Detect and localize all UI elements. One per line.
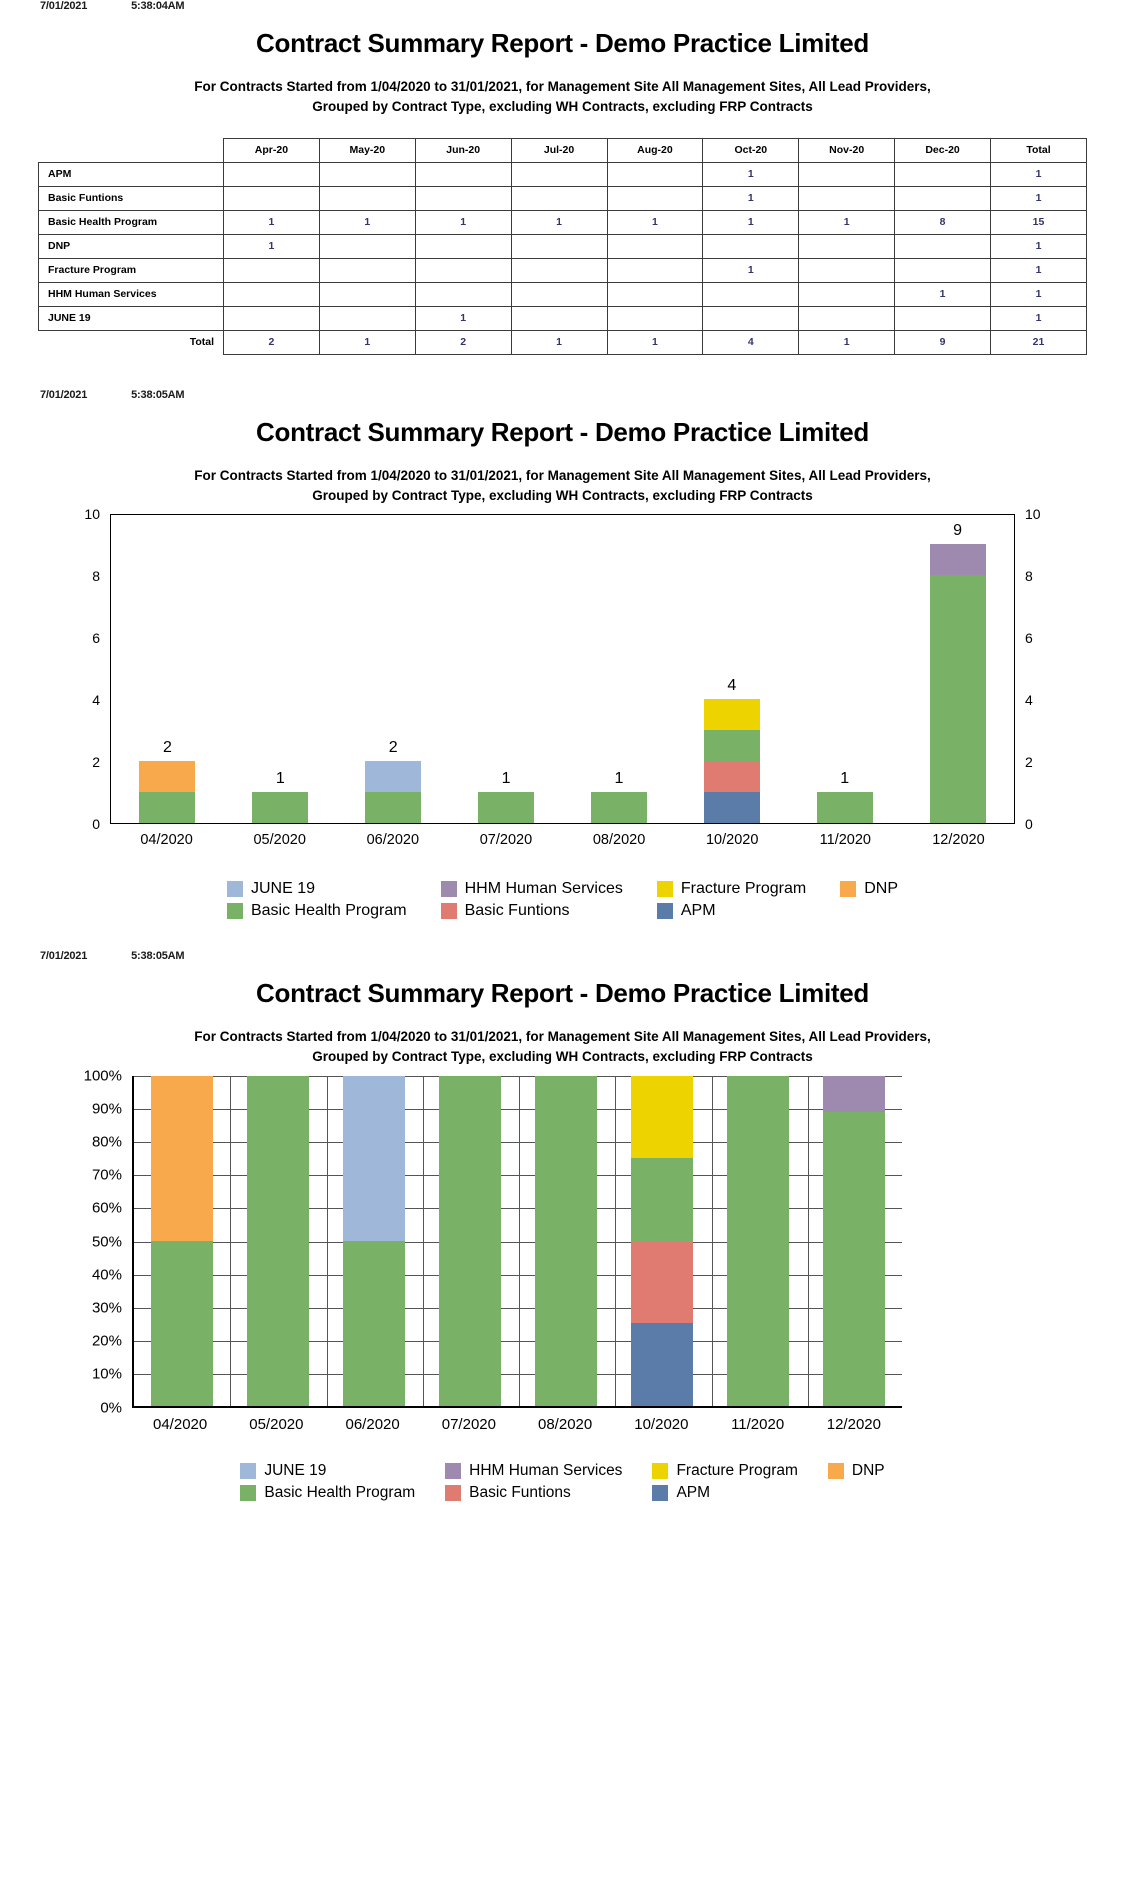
count-bar-segment bbox=[704, 761, 760, 792]
table-total-cell: 1 bbox=[319, 330, 415, 354]
count-bar-stack bbox=[478, 792, 534, 823]
table-cell bbox=[224, 258, 320, 282]
legend-swatch-icon bbox=[657, 903, 673, 919]
count-bar-value-label: 4 bbox=[727, 677, 737, 694]
legend-label: JUNE 19 bbox=[264, 1461, 327, 1479]
legend-label: HHM Human Services bbox=[469, 1461, 623, 1479]
table-row bbox=[39, 282, 1087, 306]
percent-bar-segment bbox=[631, 1158, 693, 1241]
percent-x-tick-label: 04/2020 bbox=[153, 1415, 208, 1433]
print-date: 7/01/2021 bbox=[40, 950, 88, 962]
table-row-label: JUNE 19 bbox=[39, 306, 224, 330]
legend-swatch-icon bbox=[840, 881, 856, 897]
table-total-cell: 21 bbox=[991, 330, 1087, 354]
percent-bar-segment bbox=[823, 1112, 885, 1405]
count-bar-segment bbox=[139, 792, 195, 823]
legend-swatch-icon bbox=[240, 1485, 256, 1501]
table-row-label: Basic Funtions bbox=[39, 186, 224, 210]
count-bar-stack bbox=[252, 792, 308, 823]
count-bar-stack bbox=[365, 761, 421, 823]
legend-swatch-icon bbox=[652, 1463, 668, 1479]
count-x-tick-label: 10/2020 bbox=[705, 832, 759, 848]
table-cell bbox=[799, 282, 895, 306]
table-row bbox=[39, 258, 1087, 282]
table-col-header: Aug-20 bbox=[607, 138, 703, 162]
table-header-row bbox=[39, 138, 1087, 162]
legend-label: JUNE 19 bbox=[250, 880, 315, 897]
count-y-tick-label: 4 bbox=[92, 692, 100, 708]
table-cell bbox=[895, 234, 991, 258]
legend-label: Basic Health Program bbox=[250, 902, 407, 919]
table-cell bbox=[799, 258, 895, 282]
table-col-header: Total bbox=[991, 138, 1087, 162]
count-bar-column bbox=[675, 515, 788, 823]
count-bar-stack bbox=[930, 544, 986, 823]
legend-label: HHM Human Services bbox=[464, 880, 623, 897]
legend-item bbox=[227, 880, 407, 898]
percent-chart-title: Contract Summary Report - Demo Practice Limited bbox=[256, 978, 869, 1008]
percent-y-tick-label: 30% bbox=[91, 1299, 122, 1317]
count-bar-value-label: 1 bbox=[840, 770, 850, 787]
count-bar-segment bbox=[704, 792, 760, 823]
report-section-table bbox=[0, 0, 1125, 355]
count-y-tick-label: 8 bbox=[1025, 568, 1033, 584]
table-cell: 1 bbox=[991, 306, 1087, 330]
percent-y-tick-label: 70% bbox=[91, 1166, 122, 1184]
percent-x-tick-label: 12/2020 bbox=[826, 1415, 881, 1433]
table-cell bbox=[319, 258, 415, 282]
print-stamp-3 bbox=[0, 950, 1125, 962]
count-chart-subtitle: For Contracts Started from 1/04/2020 to 31/01/2021, for Management Site All Management Sites, All Lead Providers, Grouped by Contract Type, excluding WH Contracts, excluding FRP Contracts bbox=[194, 467, 931, 503]
table-cell bbox=[607, 234, 703, 258]
table-cell bbox=[607, 186, 703, 210]
count-bar-columns bbox=[111, 515, 1014, 823]
table-cell bbox=[895, 162, 991, 186]
count-x-tick-label: 04/2020 bbox=[140, 832, 193, 848]
table-total-cell: 1 bbox=[607, 330, 703, 354]
table-cell bbox=[224, 186, 320, 210]
count-x-tick-label: 08/2020 bbox=[592, 832, 646, 848]
count-x-tick-label: 12/2020 bbox=[932, 832, 985, 848]
percent-plot-area bbox=[132, 1076, 902, 1408]
table-cell: 1 bbox=[415, 306, 511, 330]
percent-bar-segment bbox=[151, 1076, 213, 1241]
table-cell: 1 bbox=[319, 210, 415, 234]
table-cell: 1 bbox=[224, 210, 320, 234]
count-bar-column bbox=[901, 515, 1014, 823]
table-cell bbox=[224, 162, 320, 186]
table-cell: 1 bbox=[991, 186, 1087, 210]
legend-label: APM bbox=[676, 1483, 711, 1501]
percent-bar-segment bbox=[535, 1076, 597, 1406]
percent-bar-segment bbox=[631, 1241, 693, 1324]
print-date: 7/01/2021 bbox=[40, 0, 88, 12]
percent-bar-stack bbox=[631, 1076, 693, 1406]
legend-swatch-icon bbox=[657, 881, 673, 897]
table-cell bbox=[895, 258, 991, 282]
percent-y-tick-label: 0% bbox=[100, 1399, 122, 1416]
legend-swatch-icon bbox=[441, 903, 457, 919]
table-cell bbox=[799, 234, 895, 258]
table-cell bbox=[799, 306, 895, 330]
legend-swatch-icon bbox=[240, 1463, 256, 1479]
percent-x-axis-labels bbox=[132, 1416, 902, 1433]
legend-item bbox=[227, 902, 407, 920]
count-bar-segment bbox=[591, 792, 647, 823]
count-bar-value-label: 2 bbox=[162, 739, 172, 756]
count-bar-value-label: 2 bbox=[388, 739, 398, 756]
legend-swatch-icon bbox=[652, 1485, 668, 1501]
table-cell bbox=[319, 234, 415, 258]
legend-item bbox=[657, 902, 806, 920]
table-col-header: Jun-20 bbox=[415, 138, 511, 162]
table-cell bbox=[895, 306, 991, 330]
table-col-header: May-20 bbox=[319, 138, 415, 162]
table-row bbox=[39, 186, 1087, 210]
percent-bar-column bbox=[134, 1076, 230, 1406]
count-bar-value-label: 1 bbox=[501, 770, 511, 787]
count-bar-segment bbox=[704, 730, 760, 761]
table-cell: 15 bbox=[991, 210, 1087, 234]
table-cell: 1 bbox=[703, 186, 799, 210]
summary-table-wrapper bbox=[0, 138, 1125, 355]
count-bar-column bbox=[788, 515, 901, 823]
contract-summary-table bbox=[38, 138, 1087, 355]
percent-bar-segment bbox=[727, 1076, 789, 1406]
table-cell: 8 bbox=[895, 210, 991, 234]
count-x-tick-label: 06/2020 bbox=[366, 832, 420, 848]
table-cell: 1 bbox=[991, 162, 1087, 186]
count-bar-column bbox=[224, 515, 337, 823]
table-cell bbox=[511, 234, 607, 258]
percent-bar-columns bbox=[134, 1076, 902, 1406]
table-cell bbox=[319, 186, 415, 210]
legend-item bbox=[240, 1462, 415, 1480]
table-cell bbox=[415, 186, 511, 210]
table-cell bbox=[703, 306, 799, 330]
count-x-tick-label: 05/2020 bbox=[253, 832, 306, 848]
legend-item bbox=[445, 1462, 622, 1480]
table-cell bbox=[703, 282, 799, 306]
table-cell: 1 bbox=[991, 258, 1087, 282]
table-total-cell: 2 bbox=[415, 330, 511, 354]
table-cell: 1 bbox=[607, 210, 703, 234]
percent-bar-stack bbox=[727, 1076, 789, 1406]
legend-item bbox=[657, 880, 806, 898]
percent-bar-segment bbox=[247, 1076, 309, 1406]
percent-y-tick-label: 100% bbox=[83, 1067, 122, 1084]
legend-swatch-icon bbox=[441, 881, 457, 897]
percent-bar-segment bbox=[823, 1076, 885, 1113]
legend-label: Fracture Program bbox=[680, 880, 807, 897]
legend-label: DNP bbox=[851, 1461, 885, 1479]
table-cell bbox=[511, 162, 607, 186]
table-total-cell: 4 bbox=[703, 330, 799, 354]
count-bar-segment bbox=[817, 792, 873, 823]
percent-bar-segment bbox=[343, 1076, 405, 1241]
legend-item bbox=[240, 1484, 415, 1502]
table-cell bbox=[319, 162, 415, 186]
count-y-tick-label: 10 bbox=[84, 506, 100, 522]
table-cell: 1 bbox=[703, 210, 799, 234]
table-total-cell: 9 bbox=[895, 330, 991, 354]
table-cell: 1 bbox=[415, 210, 511, 234]
legend-label: DNP bbox=[864, 880, 899, 897]
legend-item bbox=[445, 1484, 622, 1502]
percent-bar-segment bbox=[631, 1076, 693, 1159]
percent-bar-stack bbox=[151, 1076, 213, 1406]
print-time: 5:38:04AM bbox=[131, 0, 185, 12]
table-row bbox=[39, 306, 1087, 330]
legend-item bbox=[840, 880, 898, 898]
percent-y-tick-label: 50% bbox=[91, 1233, 122, 1250]
table-cell: 1 bbox=[703, 162, 799, 186]
table-cell: 1 bbox=[991, 282, 1087, 306]
percent-bar-segment bbox=[343, 1241, 405, 1406]
count-bar-value-label: 1 bbox=[614, 770, 624, 787]
table-cell bbox=[415, 162, 511, 186]
table-total-row bbox=[39, 330, 1087, 354]
count-y-tick-label: 8 bbox=[92, 568, 100, 584]
count-bar-stack bbox=[591, 792, 647, 823]
print-stamp-2 bbox=[0, 389, 1125, 401]
report-subtitle: For Contracts Started from 1/04/2020 to 31/01/2021, for Management Site All Management Sites, All Lead Providers, Grouped by Contract Type, excluding WH Contracts, excluding FRP Contracts bbox=[194, 79, 931, 115]
count-bar-segment bbox=[478, 792, 534, 823]
legend-item bbox=[652, 1462, 797, 1480]
count-y-tick-label: 6 bbox=[1025, 630, 1033, 646]
percent-chart-legend bbox=[0, 1462, 1125, 1502]
table-cell: 1 bbox=[703, 258, 799, 282]
count-chart-legend bbox=[0, 880, 1125, 920]
count-x-tick-label: 11/2020 bbox=[819, 832, 871, 848]
table-cell: 1 bbox=[895, 282, 991, 306]
report-section-percent-chart bbox=[0, 950, 1125, 1502]
table-row bbox=[39, 162, 1087, 186]
legend-swatch-icon bbox=[227, 881, 243, 897]
table-col-header: Jul-20 bbox=[511, 138, 607, 162]
count-bar-column bbox=[450, 515, 563, 823]
legend-label: Fracture Program bbox=[676, 1461, 798, 1479]
percent-x-tick-label: 08/2020 bbox=[538, 1415, 593, 1433]
table-cell: 1 bbox=[224, 234, 320, 258]
legend-item bbox=[652, 1484, 797, 1502]
table-cell bbox=[703, 234, 799, 258]
percent-bar-column bbox=[518, 1076, 614, 1406]
count-y-tick-label: 4 bbox=[1025, 692, 1033, 708]
count-bar-column bbox=[337, 515, 450, 823]
table-cell bbox=[319, 306, 415, 330]
table-total-cell: 1 bbox=[511, 330, 607, 354]
page-title: Contract Summary Report - Demo Practice Limited bbox=[256, 28, 869, 58]
count-bar-segment bbox=[365, 761, 421, 792]
table-cell: 1 bbox=[511, 210, 607, 234]
percent-bar-column bbox=[614, 1076, 710, 1406]
percent-x-tick-label: 07/2020 bbox=[441, 1415, 496, 1433]
percent-bar-segment bbox=[631, 1323, 693, 1406]
table-cell bbox=[415, 282, 511, 306]
percent-y-tick-label: 90% bbox=[91, 1100, 122, 1118]
table-cell bbox=[319, 282, 415, 306]
count-x-axis-labels bbox=[110, 832, 1015, 848]
percent-bar-column bbox=[422, 1076, 518, 1406]
percent-bar-stack bbox=[535, 1076, 597, 1406]
table-cell bbox=[511, 258, 607, 282]
percent-bar-stack bbox=[343, 1076, 405, 1406]
table-head bbox=[39, 138, 1087, 162]
legend-swatch-icon bbox=[445, 1463, 461, 1479]
table-row-label: APM bbox=[39, 162, 224, 186]
percent-bar-column bbox=[806, 1076, 902, 1406]
percent-bar-segment bbox=[439, 1076, 501, 1406]
table-row-label: DNP bbox=[39, 234, 224, 258]
legend-label: Basic Health Program bbox=[264, 1483, 416, 1501]
count-bar-value-label: 9 bbox=[953, 522, 963, 539]
percent-x-tick-label: 10/2020 bbox=[634, 1415, 689, 1433]
table-row-label: Basic Health Program bbox=[39, 210, 224, 234]
count-bar-stack bbox=[139, 761, 195, 823]
count-plot-area bbox=[110, 514, 1015, 824]
legend-swatch-icon bbox=[227, 903, 243, 919]
count-bar-stack bbox=[817, 792, 873, 823]
legend-item bbox=[441, 902, 623, 920]
percent-y-tick-label: 80% bbox=[91, 1133, 122, 1151]
count-bar-segment bbox=[252, 792, 308, 823]
table-total-cell: 1 bbox=[799, 330, 895, 354]
percent-chart-subtitle: For Contracts Started from 1/04/2020 to 31/01/2021, for Management Site All Management Sites, All Lead Providers, Grouped by Contract Type, excluding WH Contracts, excluding FRP Contracts bbox=[194, 1029, 931, 1065]
percent-bar-column bbox=[710, 1076, 806, 1406]
table-row-label: HHM Human Services bbox=[39, 282, 224, 306]
count-bar-value-label: 1 bbox=[275, 770, 285, 787]
table-total-cell: 2 bbox=[224, 330, 320, 354]
count-chart-title: Contract Summary Report - Demo Practice Limited bbox=[256, 416, 869, 447]
table-cell bbox=[415, 258, 511, 282]
table-corner-cell bbox=[39, 138, 224, 162]
table-cell bbox=[895, 186, 991, 210]
table-total-label: Total bbox=[189, 336, 214, 349]
count-bar-column bbox=[563, 515, 676, 823]
percent-y-tick-label: 60% bbox=[91, 1199, 122, 1217]
percent-x-tick-label: 05/2020 bbox=[249, 1415, 304, 1433]
report-section-count-chart bbox=[0, 389, 1125, 921]
percent-bar-stack bbox=[247, 1076, 309, 1406]
table-cell bbox=[415, 234, 511, 258]
count-y-tick-label: 0 bbox=[1025, 816, 1033, 832]
percent-bar-segment bbox=[151, 1241, 213, 1406]
table-col-header: Dec-20 bbox=[895, 138, 991, 162]
count-y-tick-label: 2 bbox=[92, 754, 100, 770]
count-y-tick-label: 0 bbox=[92, 816, 100, 832]
table-cell bbox=[607, 162, 703, 186]
table-row bbox=[39, 210, 1087, 234]
percent-x-tick-label: 06/2020 bbox=[345, 1415, 400, 1433]
percent-x-tick-label: 11/2020 bbox=[731, 1415, 785, 1433]
count-bar-column bbox=[111, 515, 224, 823]
table-col-header: Apr-20 bbox=[224, 138, 320, 162]
table-cell bbox=[224, 282, 320, 306]
print-time: 5:38:05AM bbox=[131, 950, 185, 962]
count-y-tick-label: 6 bbox=[92, 630, 100, 646]
legend-label: APM bbox=[680, 902, 716, 919]
table-cell bbox=[799, 162, 895, 186]
print-stamp-1 bbox=[0, 0, 1125, 12]
table-cell bbox=[607, 258, 703, 282]
percent-bar-stack bbox=[823, 1076, 885, 1406]
legend-swatch-icon bbox=[828, 1463, 844, 1479]
count-bar-segment bbox=[704, 699, 760, 730]
percent-stacked-bar-chart bbox=[38, 1068, 1087, 1448]
count-y-tick-label: 2 bbox=[1025, 754, 1033, 770]
percent-y-tick-label: 40% bbox=[91, 1266, 122, 1284]
legend-label: Basic Funtions bbox=[464, 902, 570, 919]
legend-item bbox=[441, 880, 623, 898]
table-cell bbox=[511, 282, 607, 306]
percent-y-tick-label: 20% bbox=[91, 1332, 122, 1350]
table-cell: 1 bbox=[799, 210, 895, 234]
percent-bar-column bbox=[230, 1076, 326, 1406]
table-col-header: Oct-20 bbox=[703, 138, 799, 162]
table-row bbox=[39, 234, 1087, 258]
count-bar-segment bbox=[365, 792, 421, 823]
percent-bar-column bbox=[326, 1076, 422, 1406]
table-col-header: Nov-20 bbox=[799, 138, 895, 162]
table-cell bbox=[511, 306, 607, 330]
count-stacked-bar-chart bbox=[38, 506, 1087, 866]
legend-item bbox=[828, 1462, 885, 1480]
count-y-tick-label: 10 bbox=[1025, 506, 1041, 522]
table-row-label: Fracture Program bbox=[39, 258, 224, 282]
table-cell: 1 bbox=[991, 234, 1087, 258]
count-x-tick-label: 07/2020 bbox=[479, 832, 533, 848]
print-date: 7/01/2021 bbox=[40, 388, 88, 401]
legend-swatch-icon bbox=[445, 1485, 461, 1501]
table-cell bbox=[607, 306, 703, 330]
count-bar-segment bbox=[139, 761, 195, 792]
table-cell bbox=[511, 186, 607, 210]
table-cell bbox=[799, 186, 895, 210]
count-bar-segment bbox=[930, 575, 986, 823]
legend-label: Basic Funtions bbox=[469, 1483, 571, 1501]
table-cell bbox=[224, 306, 320, 330]
count-bar-segment bbox=[930, 544, 986, 575]
table-body bbox=[39, 162, 1087, 354]
print-time: 5:38:05AM bbox=[131, 388, 185, 401]
percent-y-tick-label: 10% bbox=[91, 1365, 122, 1383]
count-bar-stack bbox=[704, 699, 760, 823]
table-cell bbox=[607, 282, 703, 306]
percent-bar-stack bbox=[439, 1076, 501, 1406]
